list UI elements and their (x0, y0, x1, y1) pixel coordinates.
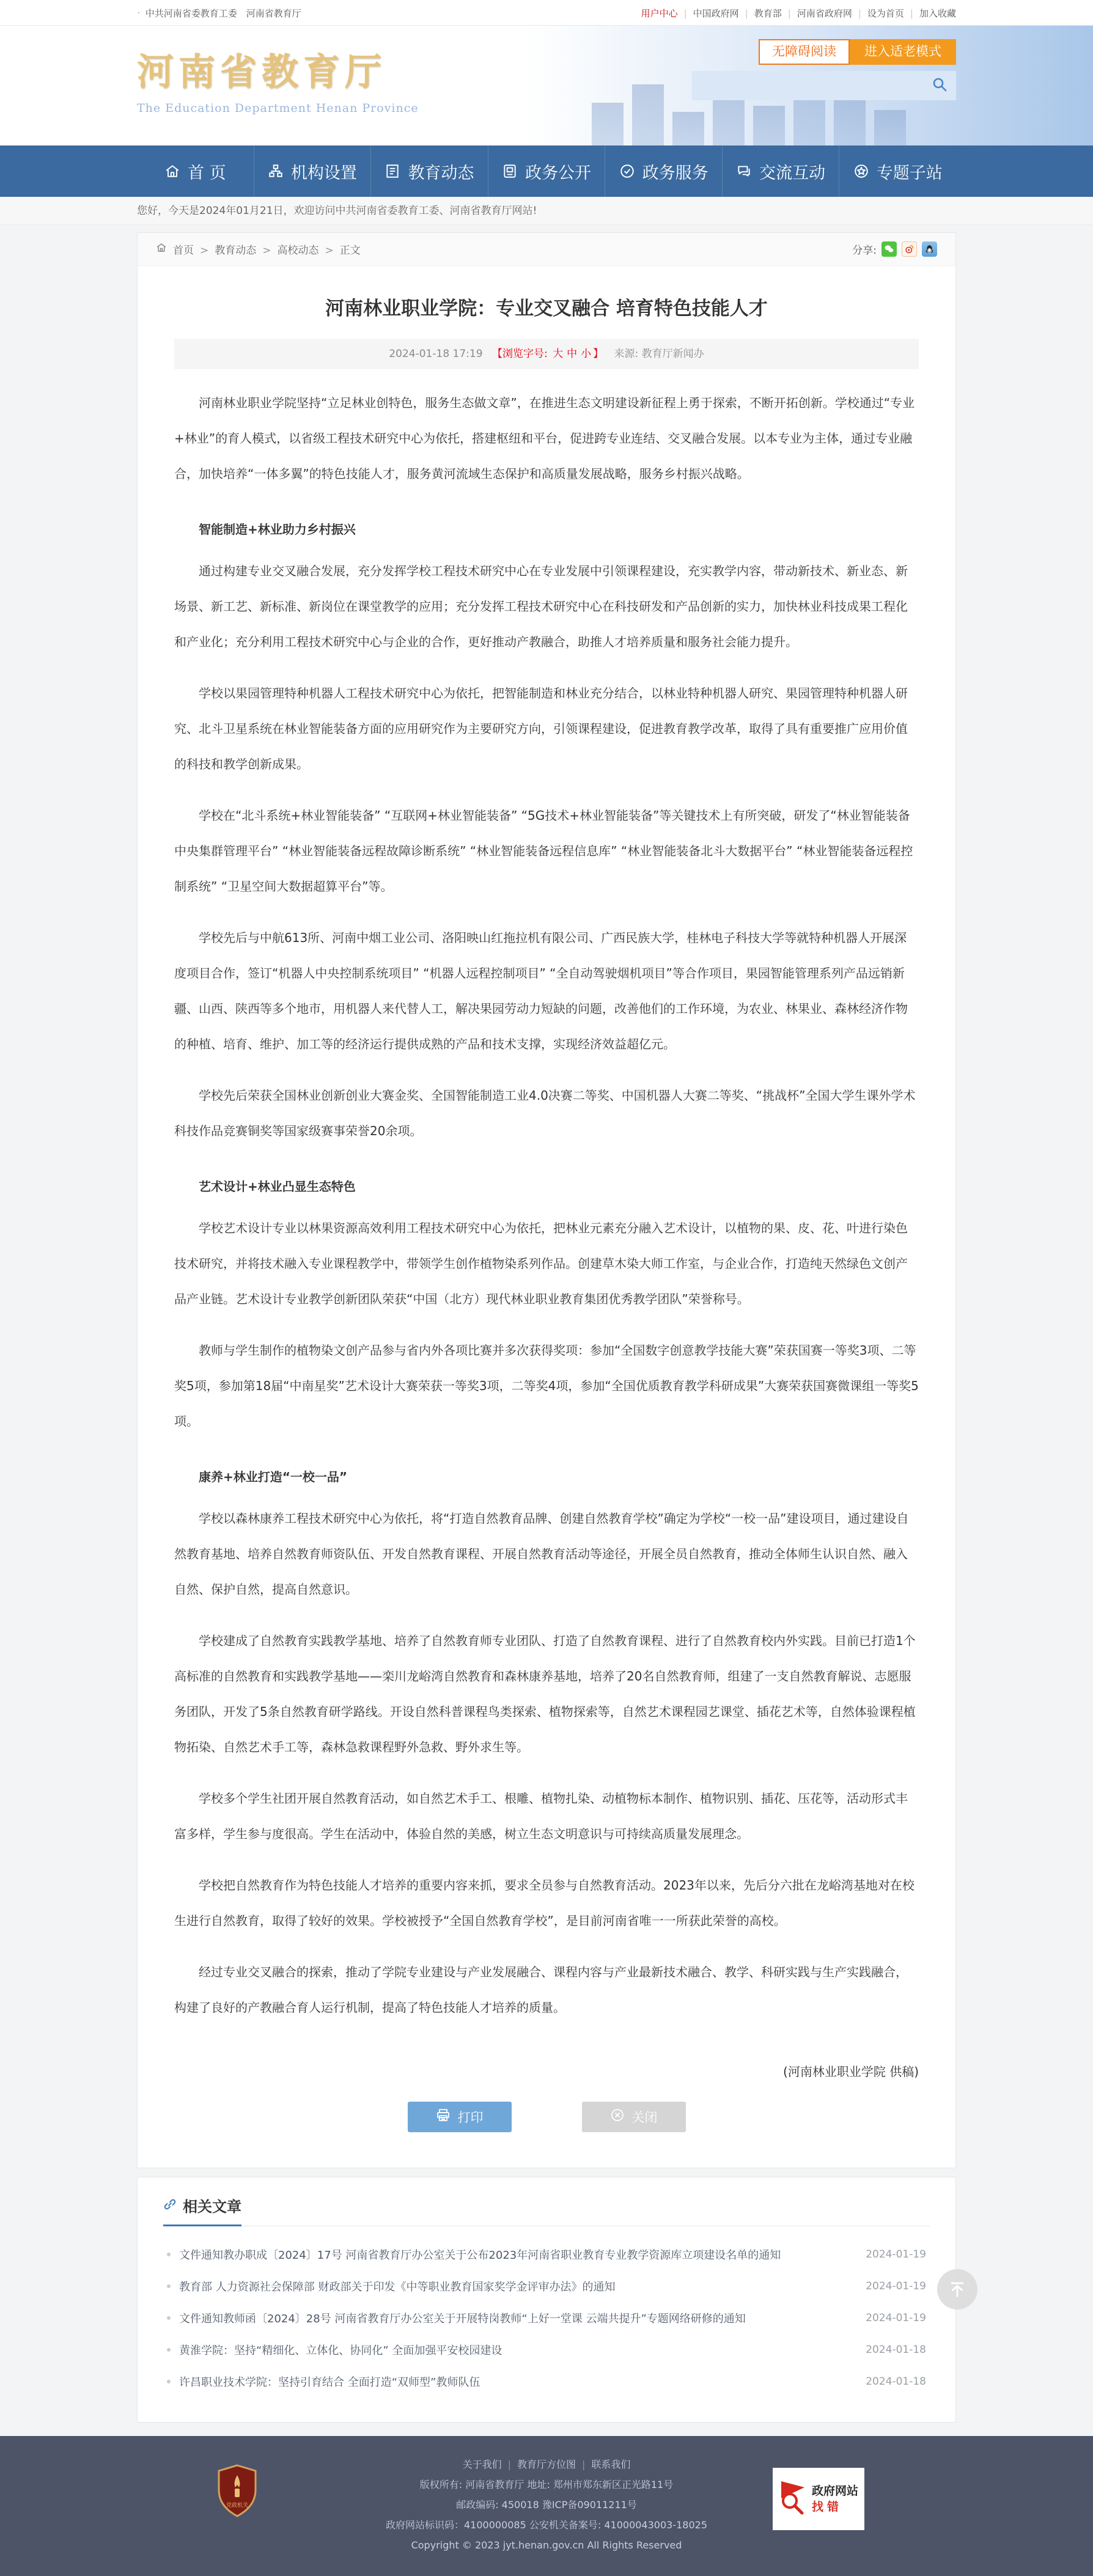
building-shape (592, 103, 624, 145)
related-article-date: 2024-01-18 (866, 2375, 926, 2388)
related-article-link[interactable]: 教育部 人力资源社会保障部 财政部关于印发《中等职业教育国家奖学金评审办法》的通知 (179, 2281, 616, 2294)
bullet-dot (167, 2348, 171, 2352)
related-article-row (163, 2302, 930, 2334)
font-size-medium-button[interactable]: 中 (567, 348, 578, 360)
related-articles-list (163, 2239, 930, 2398)
nav-item-special-subsites[interactable] (839, 145, 956, 197)
main-nav-list (137, 145, 956, 197)
related-article-row (163, 2239, 930, 2270)
findbox-line2: 找错 (811, 2500, 842, 2514)
printer-icon (436, 2108, 451, 2126)
font-size-large-button[interactable]: 大 (553, 348, 564, 360)
related-article-date: 2024-01-19 (866, 2312, 926, 2324)
topbar-links (641, 7, 956, 20)
building-shape (672, 112, 704, 145)
gov-open-icon (502, 163, 518, 179)
related-articles-card (137, 2177, 956, 2423)
back-to-top-button[interactable] (937, 2269, 977, 2309)
article-paragraph: 学校艺术设计专业以林果资源高效利用工程技术研究中心为依托，把林业元素充分融入艺术设计，以植物的果、皮、花、叶进行染色技术研究，并将技术融入专业课程教学中，带领学生创作植物染系列作品。创建草木染大师工作室，与企业合作，打造纯天然绿色文创产品产业链。艺术设计专业教学创新团队荣获“中国（北方）现代林业职业教育集团优秀教学团队”荣誉称号。 (174, 1221, 908, 1306)
article-paragraph: 通过构建专业交叉融合发展，充分发挥学校工程技术研究中心在专业发展中引领课程建设，充实教学内容，带动新技术、新业态、新场景、新工艺、新标准、新岗位在课堂教学的应用；充分发挥工程技术研究中心在科技研发和产品创新的实力，加快林业科技成果工程化和产业化；充分利用工程技术研究中心与企业的合作，更好推动产教融合，助推人才培养质量和服务社会能力提升。 (174, 564, 908, 649)
breadcrumb-college-news[interactable]: > 高校动态 (262, 241, 318, 257)
article-byline: (河南林业职业学院 供稿) (783, 2064, 919, 2079)
bullet-dot (167, 2253, 171, 2256)
footer-copyright-address: 版权所有: 河南省教育厅 地址: 郑州市郑东新区正光路11号 (419, 2479, 674, 2490)
breadcrumb-education-news[interactable]: > 教育动态 (200, 241, 256, 257)
toplink-gov-cn[interactable]: | 中国政府网 (678, 7, 739, 20)
nav-item-label: 机构设置 (290, 163, 357, 183)
topbar (0, 0, 1093, 26)
topbar-bullet: · (137, 6, 141, 20)
nav-item-home[interactable] (137, 145, 254, 197)
toplink-set-homepage[interactable]: | 设为首页 (852, 7, 904, 20)
mode-buttons (692, 39, 956, 65)
font-size-small-button[interactable]: 小 (581, 348, 592, 360)
news-icon (385, 163, 400, 179)
greeting-bar (0, 197, 1093, 225)
nav-item-gov-service[interactable] (605, 145, 723, 197)
article-paragraph: 学校多个学生社团开展自然教育活动，如自然艺术手工、根雕、植物扎染、动植物标本制作、植物识别、插花、压花等，活动形式丰富多样，学生参与度很高。学生在活动中，体验自然的美感，树立生态文明意识与可持续高质量发展理念。 (174, 1791, 908, 1841)
font-size-prefix: 【浏览字号: (491, 348, 548, 360)
article-paragraph: 河南林业职业学院坚持“立足林业创特色，服务生态做文章”，在推进生态文明建设新征程上勇于探索，不断开拓创新。学校通过“专业+林业”的育人模式，以省级工程技术研究中心为依托，搭建枢纽和平台，促进跨专业连结、交叉融合发展。以本专业为主体，通过专业融合，加快培养“一体多翼”的特色技能人才，服务黄河流域生态保护和高质量发展战略，服务乡村振兴战略。 (174, 396, 915, 481)
close-icon (610, 2108, 625, 2126)
toplink-moe[interactable]: | 教育部 (739, 7, 782, 20)
close-button-label: 关闭 (631, 2111, 658, 2125)
findbox-line1: 政府网站 (811, 2484, 858, 2498)
nav-item-label: 政务公开 (525, 163, 592, 183)
building-shape (874, 110, 906, 145)
breadcrumb (156, 241, 361, 257)
main-nav (0, 145, 1093, 197)
footer-link-contact[interactable]: | 联系我们 (576, 2454, 630, 2475)
bullet-dot (167, 2284, 171, 2288)
nav-item-label: 交流互动 (759, 163, 826, 183)
article-meta-bar (174, 339, 919, 369)
article-actions (174, 2102, 919, 2132)
footer-copyright: Copyright © 2023 jyt.henan.gov.cn All Rights Reserved (411, 2539, 682, 2551)
article-paragraph: 学校以森林康养工程技术研究中心为依托，将“打造自然教育品牌、创建自然教育学校”确定为学校“一校一品”建设项目，通过建设自然教育基地、培养自然教育师资队伍、开发自然教育课程、开展自然教育活动等途径，开展全员自然教育，推动全体师生认识自然、融入自然、保护自然，提高自然意识。 (174, 1511, 909, 1597)
find-error-magnifier-icon (779, 2480, 807, 2518)
font-size-suffix: 】 (593, 348, 604, 360)
close-button[interactable] (582, 2102, 686, 2132)
link-icon (163, 2198, 177, 2214)
building-shape (834, 97, 866, 145)
footer-link-about[interactable]: 关于我们 (462, 2459, 502, 2470)
subsite-icon (853, 163, 869, 179)
related-article-date: 2024-01-19 (866, 2280, 926, 2292)
gov-service-icon (619, 163, 635, 179)
related-articles-title: 相关文章 (183, 2198, 241, 2215)
footer-postcode-icp: 邮政编码: 450018 豫ICP备09011211号 (456, 2499, 637, 2511)
topbar-site-names (137, 7, 301, 20)
nav-item-gov-open[interactable] (488, 145, 606, 197)
article-source: 来源: 教育厅新闻办 (614, 348, 704, 360)
search-bar (692, 71, 956, 100)
footer-site-id: 政府网站标识码：4100000085 公安机关备案号: 41000043003-18025 (385, 2519, 707, 2531)
related-article-link[interactable]: 黄淮学院：坚持“精细化、立体化、协同化” 全面加强平安校园建设 (179, 2344, 502, 2357)
nav-item-education-news[interactable] (371, 145, 488, 197)
bullet-dot (167, 2380, 171, 2383)
nav-item-label: 专题子站 (876, 163, 943, 183)
article-paragraph: 学校先后荣获全国林业创新创业大赛金奖、全国智能制造工业4.0决赛二等奖、中国机器人大赛二等奖、“挑战杯”全国大学生课外学术科技作品竞赛铜奖等国家级赛事荣誉20余项。 (174, 1088, 916, 1138)
building-shape (632, 84, 664, 145)
share-label: 分享: (852, 245, 877, 257)
related-article-date: 2024-01-19 (866, 2248, 926, 2261)
article-card (137, 232, 956, 2168)
toplink-henan-gov[interactable]: | 河南省政府网 (782, 7, 852, 20)
nav-item-label: 教育动态 (408, 163, 474, 183)
nav-item-label: 首 页 (187, 163, 226, 183)
accessibility-reading-button[interactable]: 无障碍阅读 (759, 39, 850, 65)
search-icon[interactable] (932, 76, 948, 95)
footer-links (463, 2454, 631, 2475)
org-icon (268, 163, 284, 179)
share-weibo-icon[interactable] (902, 241, 917, 257)
header-banner (0, 26, 1093, 145)
site-logo (137, 43, 419, 115)
breadcrumb-bar (138, 233, 955, 266)
building-shape (753, 106, 785, 145)
party-gov-emblem (215, 2464, 259, 2520)
article-subheading: 智能制造+林业助力乡村振兴 (199, 522, 356, 537)
nav-item-label: 政务服务 (642, 163, 708, 183)
print-button[interactable] (408, 2102, 512, 2132)
bullet-dot (167, 2316, 171, 2320)
breadcrumb-current: > 正文 (325, 241, 361, 257)
share-wechat-icon[interactable] (881, 241, 897, 257)
related-article-link[interactable]: 许昌职业技术学院：坚持引育结合 全面打造“双师型”教师队伍 (179, 2376, 480, 2389)
toplink-add-favorite[interactable]: | 加入收藏 (904, 7, 956, 20)
header-right (692, 39, 956, 100)
article-date: 2024-01-18 17:19 (389, 348, 483, 360)
article-subheading: 艺术设计+林业凸显生态特色 (199, 1179, 356, 1194)
article-body (174, 385, 919, 2025)
print-button-label: 打印 (457, 2111, 484, 2125)
article-paragraph: 学校在“北斗系统+林业智能装备” “互联网+林业智能装备” “5G技术+林业智能装备”等关键技术上有所突破，研发了“林业智能装备中央集群管理平台” “林业智能装备远程故障诊断系统” “林业智能装备远程信息库” “林业智能装备北斗大数据平台” “林业智能装备远程控制系统” “卫星空间大数据超算平台”等。 (174, 808, 913, 894)
site-name: 河南省教育厅 (137, 51, 386, 94)
toplink-user-center[interactable]: 用户中心 (641, 7, 678, 19)
related-article-link[interactable]: 文件通知教办职成〔2024〕17号 河南省教育厅办公室关于公布2023年河南省职业教育专业教学资源库立项建设名单的通知 (179, 2249, 781, 2262)
elder-mode-button[interactable]: 进入适老模式 (850, 39, 956, 65)
article (138, 266, 955, 2168)
footer-link-map[interactable]: | 教育厅方位图 (502, 2454, 576, 2475)
article-paragraph: 教师与学生制作的植物染文创产品参与省内外各项比赛并多次获得奖项：参加“全国数字创意教学技能大赛”荣获国赛一等奖3项、二等奖5项，参加第18届“中南星奖”艺术设计大赛荣获一等奖3项，二等奖4项，参加“全国优质教育教学科研成果”大赛荣获国赛微课组一等奖5项。 (174, 1343, 919, 1429)
nav-item-interaction[interactable] (723, 145, 840, 197)
search-input[interactable] (701, 71, 932, 100)
svg-text:党政机关: 党政机关 (226, 2503, 249, 2509)
related-article-row (163, 2366, 930, 2398)
article-paragraph: 学校先后与中航613所、河南中烟工业公司、洛阳映山红拖拉机有限公司、广西民族大学，桂林电子科技大学等就特种机器人开展深度项目合作，签订“机器人中央控制系统项目” “机器人远程控制项目” “全自动驾驶烟机项目”等合作项目，果园智能管理系列产品远销新疆、山西、陕西等多个地市，用机器人来代替人工，解决果园劳动力短缺的问题，改善他们的工作环境，为农业、林果业、森林经济作物的种植、培育、维护、加工等的经济运行提供成熟的产品和技术支撑，实现经济效益超亿元。 (174, 930, 908, 1051)
share-widget (852, 241, 937, 257)
article-title: 河南林业职业学院：专业交叉融合 培育特色技能人才 (325, 298, 768, 320)
related-article-row (163, 2270, 930, 2302)
home-icon (164, 163, 180, 179)
interact-icon (736, 163, 752, 179)
share-qq-icon[interactable] (922, 241, 937, 257)
related-article-link[interactable]: 文件通知教师函〔2024〕28号 河南省教育厅办公室关于开展特岗教师“上好一堂课 云端共提升”专题网络研修的通知 (179, 2313, 746, 2325)
article-subheading: 康养+林业打造“一校一品” (199, 1470, 348, 1484)
related-article-row (163, 2334, 930, 2366)
nav-item-organization[interactable] (254, 145, 372, 197)
related-articles-header (163, 2195, 930, 2226)
site-subtitle: The Education Department Henan Province (137, 101, 419, 115)
article-paragraph: 学校把自然教育作为特色技能人才培养的重要内容来抓，要求全员参与自然教育活动。2023年以来，先后分六批在龙峪湾基地对在校生进行自然教育，取得了较好的效果。学校被授予“全国自然教育学校”，是目前河南省唯一一所获此荣誉的高校。 (174, 1878, 915, 1928)
font-size-controls (492, 348, 603, 360)
gov-site-error-report-badge[interactable] (773, 2468, 864, 2530)
home-icon (156, 242, 167, 256)
footer (0, 2436, 1093, 2576)
breadcrumb-home[interactable]: 首页 (173, 245, 194, 257)
article-paragraph: 学校以果园管理特种机器人工程技术研究中心为依托，把智能制造和林业充分结合，以林业特种机器人研究、果园管理特种机器人研究、北斗卫星系统在林业智能装备方面的应用研究作为主要研究方向，引领课程建设，促进教育教学改革，取得了具有重要推广应用价值的科技和教学创新成果。 (174, 686, 908, 771)
topbar-left-text: 中共河南省委教育工委 河南省教育厅 (145, 7, 301, 19)
greeting-text: 您好，今天是2024年01月21日，欢迎访问中共河南省委教育工委、河南省教育厅网站! (137, 205, 537, 217)
article-paragraph: 经过专业交叉融合的探索，推动了学院专业建设与产业发展融合、课程内容与产业最新技术融合、教学、科研实践与生产实践融合，构建了良好的产教融合育人运行机制，提高了特色技能人才培养的质量。 (174, 1965, 908, 2015)
article-paragraph: 学校建成了自然教育实践教学基地、培养了自然教育师专业团队、打造了自然教育课程、进行了自然教育校内外实践。目前已打造1个高标准的自然教育和实践教学基地——栾川龙峪湾自然教育和森林康养基地，培养了20名自然教育师，组建了一支自然教育解说、志愿服务团队，开发了5条自然教育研学路线。开设自然科普课程鸟类探索、植物探索等，自然艺术课程园艺课堂、插花艺术等，自然体验课程植物拓染、自然艺术手工等，森林急救课程野外急救、野外求生等。 (174, 1633, 916, 1754)
related-article-date: 2024-01-18 (866, 2344, 926, 2356)
